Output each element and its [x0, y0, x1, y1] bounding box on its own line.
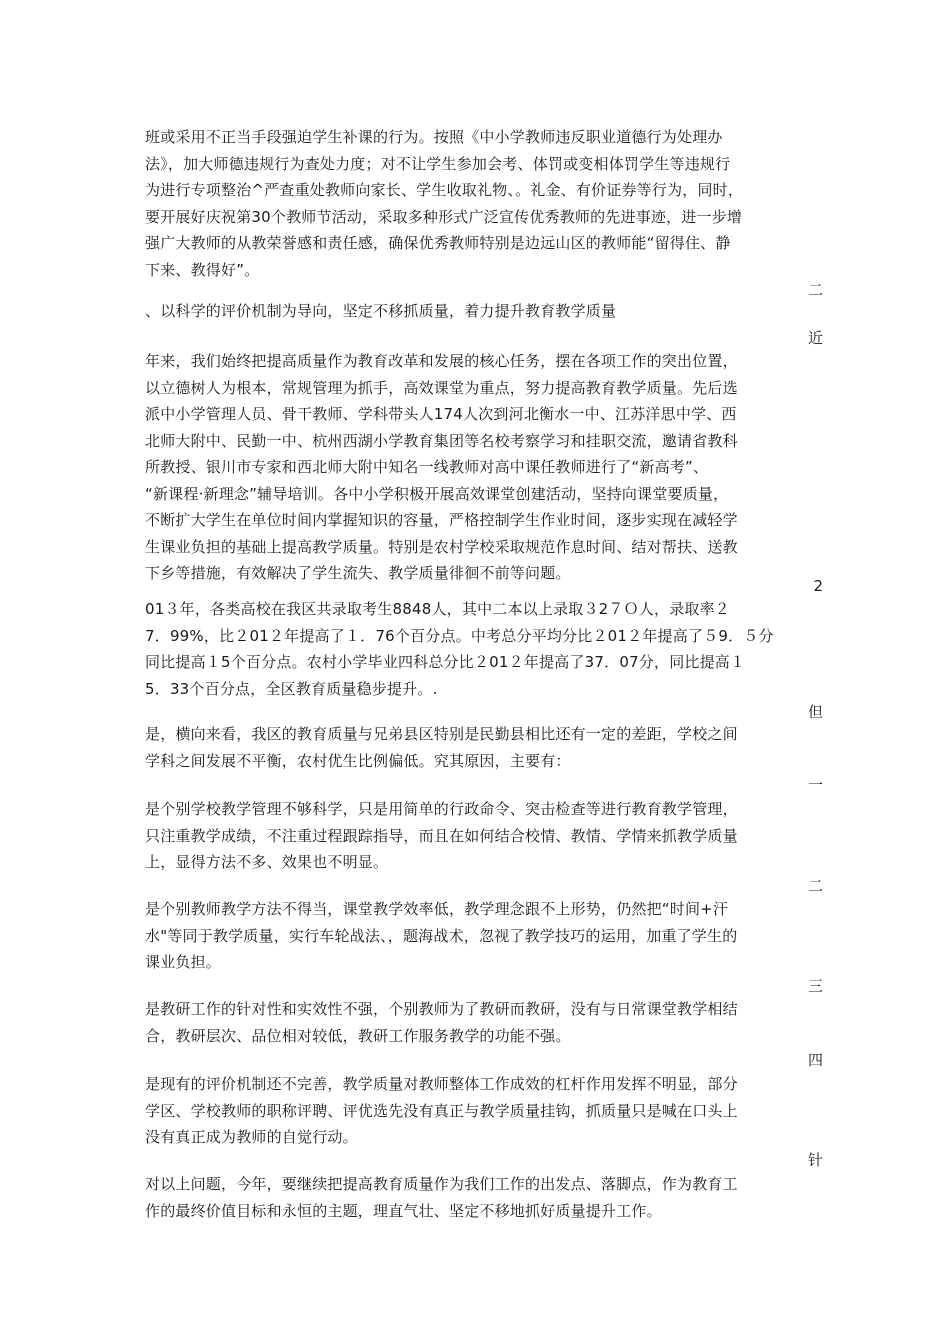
text-line: 是，横向来看，我区的教育质量与兄弟县区特别是民勤县相比还有一定的差距，学校之间: [145, 725, 738, 743]
text-line: 生课业负担的基础上提高教学质量。特别是农村学校采取规范作息时间、结对帮扶、送教: [145, 537, 738, 556]
paragraph-response: [145, 1171, 825, 1224]
paragraph-marker: 四: [807, 1051, 823, 1069]
paragraph-marker: 2: [813, 577, 823, 595]
text-line: 北师大附中、民勤一中、杭州西湖小学教育集团等名校考察学习和挂职交流，邀请省教科: [145, 431, 738, 450]
text-line: 年来，我们始终把提高质量作为教育改革和发展的核心任务，摆在各项工作的突出位置，: [145, 352, 738, 370]
text-line: 不断扩大学生在单位时间内掌握知识的容量，严格控制学生作业时间，逐步实现在减轻学: [145, 511, 738, 529]
paragraph-marker: 三: [807, 977, 823, 995]
text-line: 是现有的评价机制还不完善，教学质量对教师整体工作成效的杠杆作用发挥不明显，部分: [145, 1075, 738, 1093]
paragraph-quality-measures: [145, 348, 825, 587]
text-line: 为进行专项整治^严查重处教师向家长、学生收取礼物、。礼金、有价证券等行为，同时，: [145, 181, 744, 199]
paragraph-teacher-ethics: [145, 124, 825, 283]
text-line: 下乡等措施，有效解决了学生流失、教学质量徘徊不前等问题。: [145, 564, 571, 582]
text-line: 下来、教得好”。: [145, 260, 260, 279]
paragraph-marker: 一: [807, 776, 823, 794]
text-line: “新课程·新理念”辅导培训。各中小学积极开展高效课堂创建活动，坚持向课堂要质量，: [145, 484, 729, 503]
paragraph-marker: 近: [807, 329, 823, 347]
text-line: 合，教研层次、品位相对较低，教研工作服务教学的功能不强。: [145, 1026, 571, 1045]
text-line: 课业负担。: [145, 953, 222, 971]
paragraph-reason-four: [145, 1071, 825, 1151]
text-line: 7．99%，比２01２年提高了１．76个百分点。中考总分平均分比２01２年提高了５9．５分: [145, 626, 774, 645]
text-line: 学区、学校教师的职称评聘、评优选先没有真正与教学质量挂钩，抓质量只是喊在口头上: [145, 1101, 738, 1120]
text-line: 学科之间发展不平衡，农村优生比例偏低。究其原因，主要有：: [145, 751, 571, 770]
paragraph-results-2013: [145, 596, 825, 702]
text-line: 只注重教学成绩，不注重过程跟踪指导，而且在如何结合校情、教情、学情来抓教学质量: [145, 826, 738, 845]
text-line: 所教授、银川市专家和西北师大附中知名一线教师对高中课任教师进行了“新高考”、: [145, 458, 709, 476]
text-line: 01３年，各类高校在我区共录取考生8848人，其中二本以上录取３2７Ｏ人，录取率２: [145, 600, 731, 618]
text-line: 以立德树人为根本，常规管理为抓手，高效课堂为重点，努力提高教育教学质量。先后选: [145, 378, 738, 397]
text-line: 没有真正成为教师的自觉行动。: [145, 1128, 358, 1146]
text-line: 同比提高１5个百分点。农村小学毕业四科总分比２01２年提高了37．07分，同比提高１: [145, 653, 746, 671]
text-line: 作的最终价值目标和永恒的主题，理直气壮、坚定不移地抓好质量提升工作。: [145, 1201, 662, 1220]
paragraph-marker: 针: [807, 1151, 823, 1169]
paragraph-reason-two: [145, 896, 825, 976]
text-line: 法》，加大师德违规行为查处力度；对不让学生参加会考、体罚或变相体罚学生等违规行: [145, 154, 731, 173]
paragraph-gap-analysis: [145, 721, 825, 774]
text-line: 要开展好庆祝第30个教师节活动，采取多种形式广泛宣传优秀教师的先进事迹，进一步增: [145, 207, 743, 226]
paragraph-reason-three: [145, 996, 825, 1049]
text-line: 对以上问题，今年，要继续把提高教育质量作为我们工作的出发点、落脚点，作为教育工: [145, 1175, 738, 1193]
text-line: 是教研工作的针对性和实效性不强，个别教师为了教研而教研，没有与日常课堂教学相结: [145, 1000, 738, 1018]
paragraph-marker: 但: [807, 703, 823, 721]
text-line: 班或采用不正当手段强迫学生补课的行为。按照《中小学教师违反职业道德行为处理办: [145, 128, 723, 146]
section-heading-quality: [145, 298, 825, 325]
paragraph-reason-one: [145, 796, 825, 876]
text-line: 是个别教师教学方法不得当，课堂教学效率低，教学理念跟不上形势，仍然把“时间+汗: [145, 900, 729, 918]
text-line: 派中小学管理人员、骨干教师、学科带头人174人次到河北衡水一中、江苏洋思中学、西: [145, 405, 737, 423]
paragraph-marker: 二: [807, 877, 823, 895]
text-line: 强广大教师的从教荣誉感和责任感，确保优秀教师特别是边远山区的教师能“留得住、静: [145, 234, 731, 252]
text-line: 上，显得方法不多、效果也不明显。: [145, 853, 389, 871]
text-line: 、以科学的评价机制为导向，坚定不移抓质量，着力提升教育教学质量: [145, 302, 617, 320]
text-line: 水"等同于教学质量，实行车轮战法、，题海战术，忽视了教学技巧的运用，加重了学生的: [145, 926, 738, 945]
text-line: 是个别学校教学管理不够科学，只是用简单的行政命令、突击检查等进行教育教学管理，: [145, 800, 738, 818]
paragraph-marker: 二: [807, 281, 823, 299]
text-line: 5．33个百分点，全区教育质量稳步提升。.: [145, 679, 438, 698]
